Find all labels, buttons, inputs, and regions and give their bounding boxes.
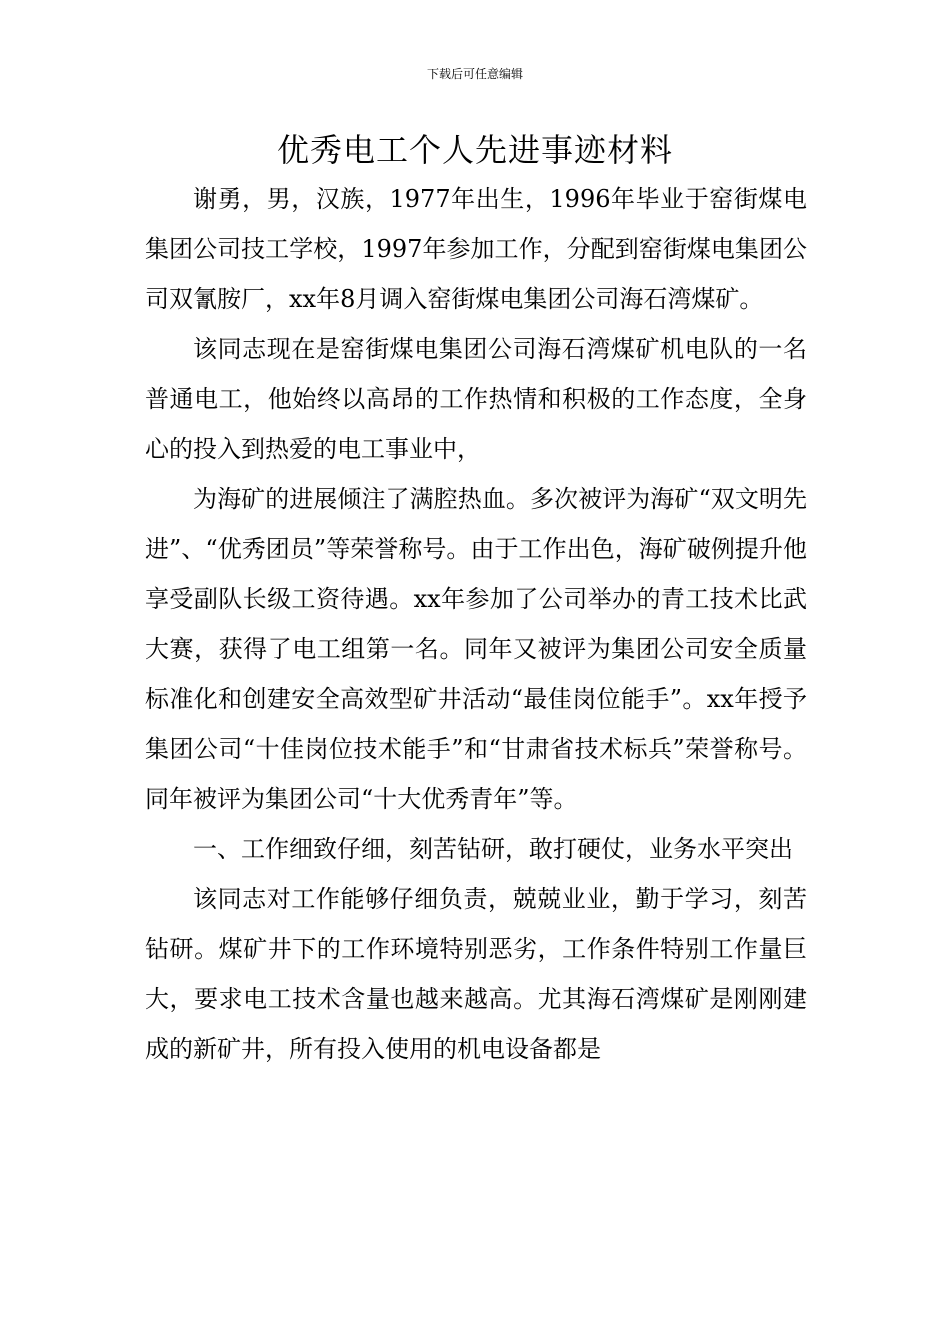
header-note: 下载后可任意编辑	[426, 67, 523, 81]
document-title: 优秀电工个人先进事迹材料	[276, 131, 673, 169]
paragraph: 该同志对工作能够仔细负责，兢兢业业，勤于学习，刻苦钻研。煤矿井下的工作环境特别恶劣，工作条件特别工作量巨大，要求电工技术含量也越来越高。尤其海石湾煤矿是刚刚建成的新矿井，所有投入使用的机电设备都是	[145, 885, 807, 1063]
document-body	[145, 174, 807, 1074]
paragraph: 该同志现在是窑街煤电集团公司海石湾煤矿机电队的一名普通电工，他始终以高昂的工作热情和积极的工作态度，全身心的投入到热爱的电工事业中，	[145, 335, 807, 463]
paragraph: 为海矿的进展倾注了满腔热血。多次被评为海矿“双文明先进”、“优秀团员”等荣誉称号。由于工作出色，海矿破例提升他享受副队长级工资待遇。xx年参加了公司举办的青工技术比武大赛，获得了电工组第一名。同年又被评为集团公司安全质量标准化和创建安全高效型矿井活动“最佳岗位能手”。xx年授予集团公司“十佳岗位技术能手”和“甘肃省技术标兵”荣誉称号。同年被评为集团公司“十大优秀青年”等。	[145, 485, 807, 813]
section-heading: 一、工作细致仔细，刻苦钻研，敢打硬仗，业务水平突出	[193, 835, 793, 863]
paragraph: 谢勇，男，汉族，1977年出生，1996年毕业于窑街煤电集团公司技工学校，1997年参加工作，分配到窑街煤电集团公司双氰胺厂，xx年8月调入窑街煤电集团公司海石湾煤矿。	[145, 185, 807, 313]
